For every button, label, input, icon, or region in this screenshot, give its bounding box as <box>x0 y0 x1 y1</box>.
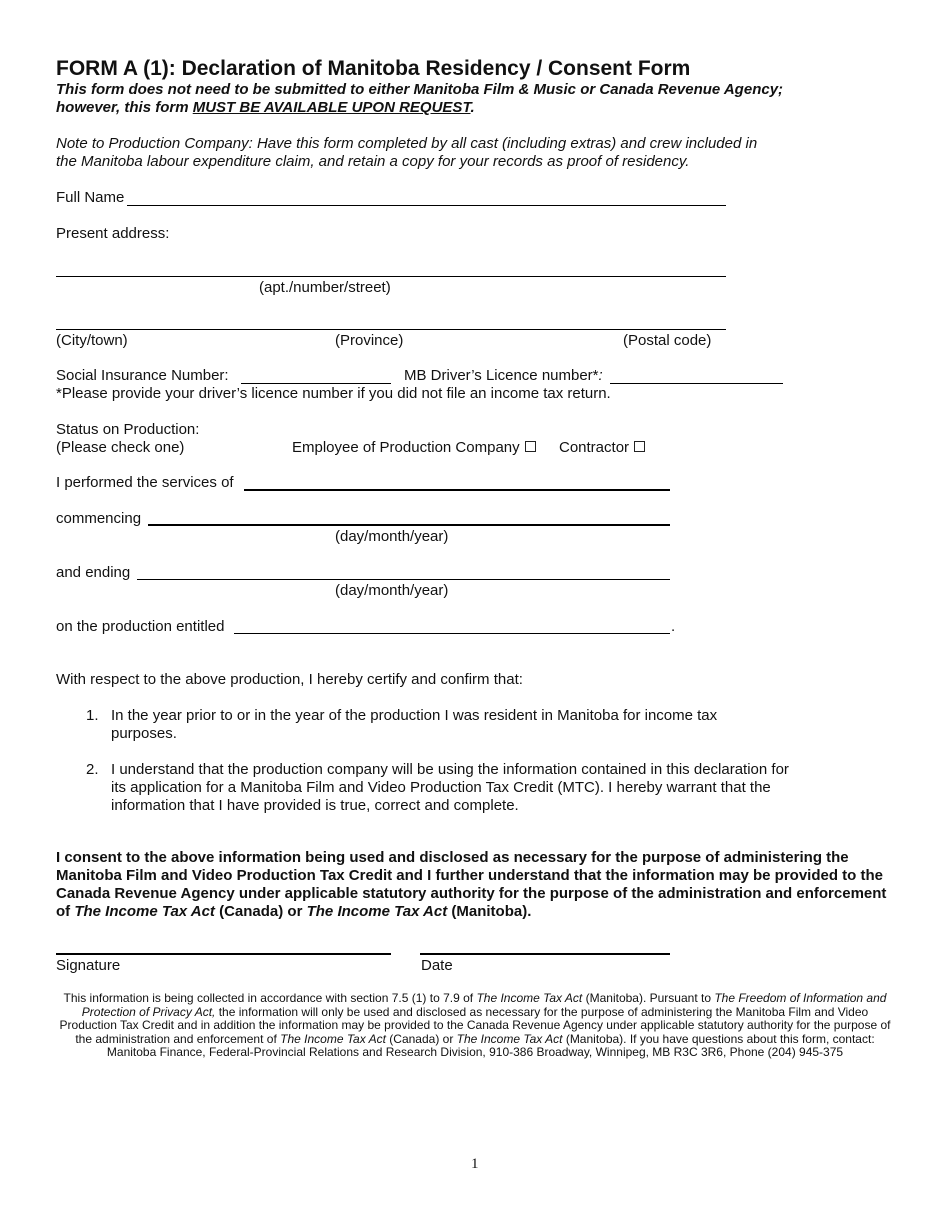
ending-date-caption: (day/month/year) <box>335 582 449 599</box>
signature-field[interactable] <box>56 953 391 955</box>
province-caption: (Province) <box>335 332 404 349</box>
production-note-line2: the Manitoba labour expenditure claim, and retain a copy for your records as proof of residency. <box>56 153 690 170</box>
licence-note: *Please provide your driver’s licence number if you did not file an income tax return. <box>56 385 611 402</box>
signature-label: Signature <box>56 957 121 974</box>
production-period: . <box>671 618 676 635</box>
contractor-option[interactable]: Contractor <box>559 439 645 457</box>
licence-field[interactable] <box>610 383 783 384</box>
form-subtitle-line1: This form does not need to be submitted to either Manitoba Film & Music or Canada Revenue Agency; <box>56 81 784 98</box>
commencing-date-caption: (day/month/year) <box>335 528 449 545</box>
employee-checkbox[interactable] <box>525 441 536 452</box>
certification-intro: With respect to the above production, I hereby certify and confirm that: <box>56 671 523 688</box>
postal-code-caption: (Postal code) <box>623 332 712 349</box>
production-title-field[interactable] <box>234 633 670 634</box>
status-label: Status on Production: <box>56 421 200 438</box>
ending-date-field[interactable] <box>137 579 670 580</box>
street-caption: (apt./number/street) <box>259 279 391 296</box>
ending-label: and ending <box>56 564 131 581</box>
full-name-label: Full Name <box>56 189 125 206</box>
cert-item-2-text: I understand that the production company will be using the information contained in this declaration for its application for a Manitoba Film and Video Production Tax Credit (MTC). I hereby warrant that the information that I have provided is true, correct and complete. <box>111 761 789 814</box>
consent-statement: I consent to the above information being used and disclosed as necessary for the purpose of administering the Manitoba Film and Video Production Tax Credit and I further understand that the information may be provided to the Canada Revenue Agency under applicable statutory authority for the purpose of the administration and enforcement of The Income Tax Act (Canada) or The Income Tax Act (Manitoba). <box>56 849 887 920</box>
commencing-date-field[interactable] <box>148 524 670 526</box>
services-field[interactable] <box>244 489 670 491</box>
privacy-notice: This information is being collected in accordance with section 7.5 (1) to 7.9 of The Income Tax Act (Manitoba). Pursuant to The Freedom of Information and Protection of Privacy Act, the information will only be used and disclosed as necessary for the purpose of administering the Manitoba Film and Video Production Tax Credit and in addition the information may be provided to the Canada Revenue Agency under applicable statutory authority for the purpose of the administration and enforcement of The Income Tax Act (Canada) or The Income Tax Act (Manitoba). If you have questions about this form, contact: Manitoba Finance, Federal-Provincial Relations and Research Division, 910-386 Broadway, Winnipeg, MB R3C 3R6, Phone (204) 945-375 <box>59 991 891 1059</box>
production-note-line1: Note to Production Company: Have this form completed by all cast (including extras) and crew included in <box>56 135 758 152</box>
commencing-label: commencing <box>56 510 142 527</box>
contractor-checkbox[interactable] <box>634 441 645 452</box>
date-field[interactable] <box>420 953 670 955</box>
date-label: Date <box>421 957 453 974</box>
street-address-field[interactable] <box>56 276 726 277</box>
page-number: 1 <box>471 1156 479 1172</box>
cert-item-1-number: 1. <box>86 707 99 724</box>
sin-label: Social Insurance Number: <box>56 367 229 384</box>
city-caption: (City/town) <box>56 332 128 349</box>
services-label: I performed the services of <box>56 474 234 491</box>
employee-option[interactable]: Employee of Production Company <box>292 439 536 457</box>
form-subtitle-line2: however, this form MUST BE AVAILABLE UPON REQUEST. <box>56 99 475 116</box>
must-be-available-emphasis: MUST BE AVAILABLE UPON REQUEST <box>192 99 471 116</box>
present-address-label: Present address: <box>56 225 170 242</box>
sin-field[interactable] <box>241 383 391 384</box>
production-label: on the production entitled <box>56 618 225 635</box>
full-name-field[interactable] <box>127 205 726 206</box>
cert-item-1-text: In the year prior to or in the year of the production I was resident in Manitoba for income tax purposes. <box>111 707 718 742</box>
form-title: FORM A (1): Declaration of Manitoba Residency / Consent Form <box>56 57 691 80</box>
status-hint: (Please check one) <box>56 439 185 456</box>
cert-item-2-number: 2. <box>86 761 99 778</box>
city-province-postal-field[interactable] <box>56 329 726 330</box>
licence-label: MB Driver’s Licence number*: <box>404 367 603 384</box>
